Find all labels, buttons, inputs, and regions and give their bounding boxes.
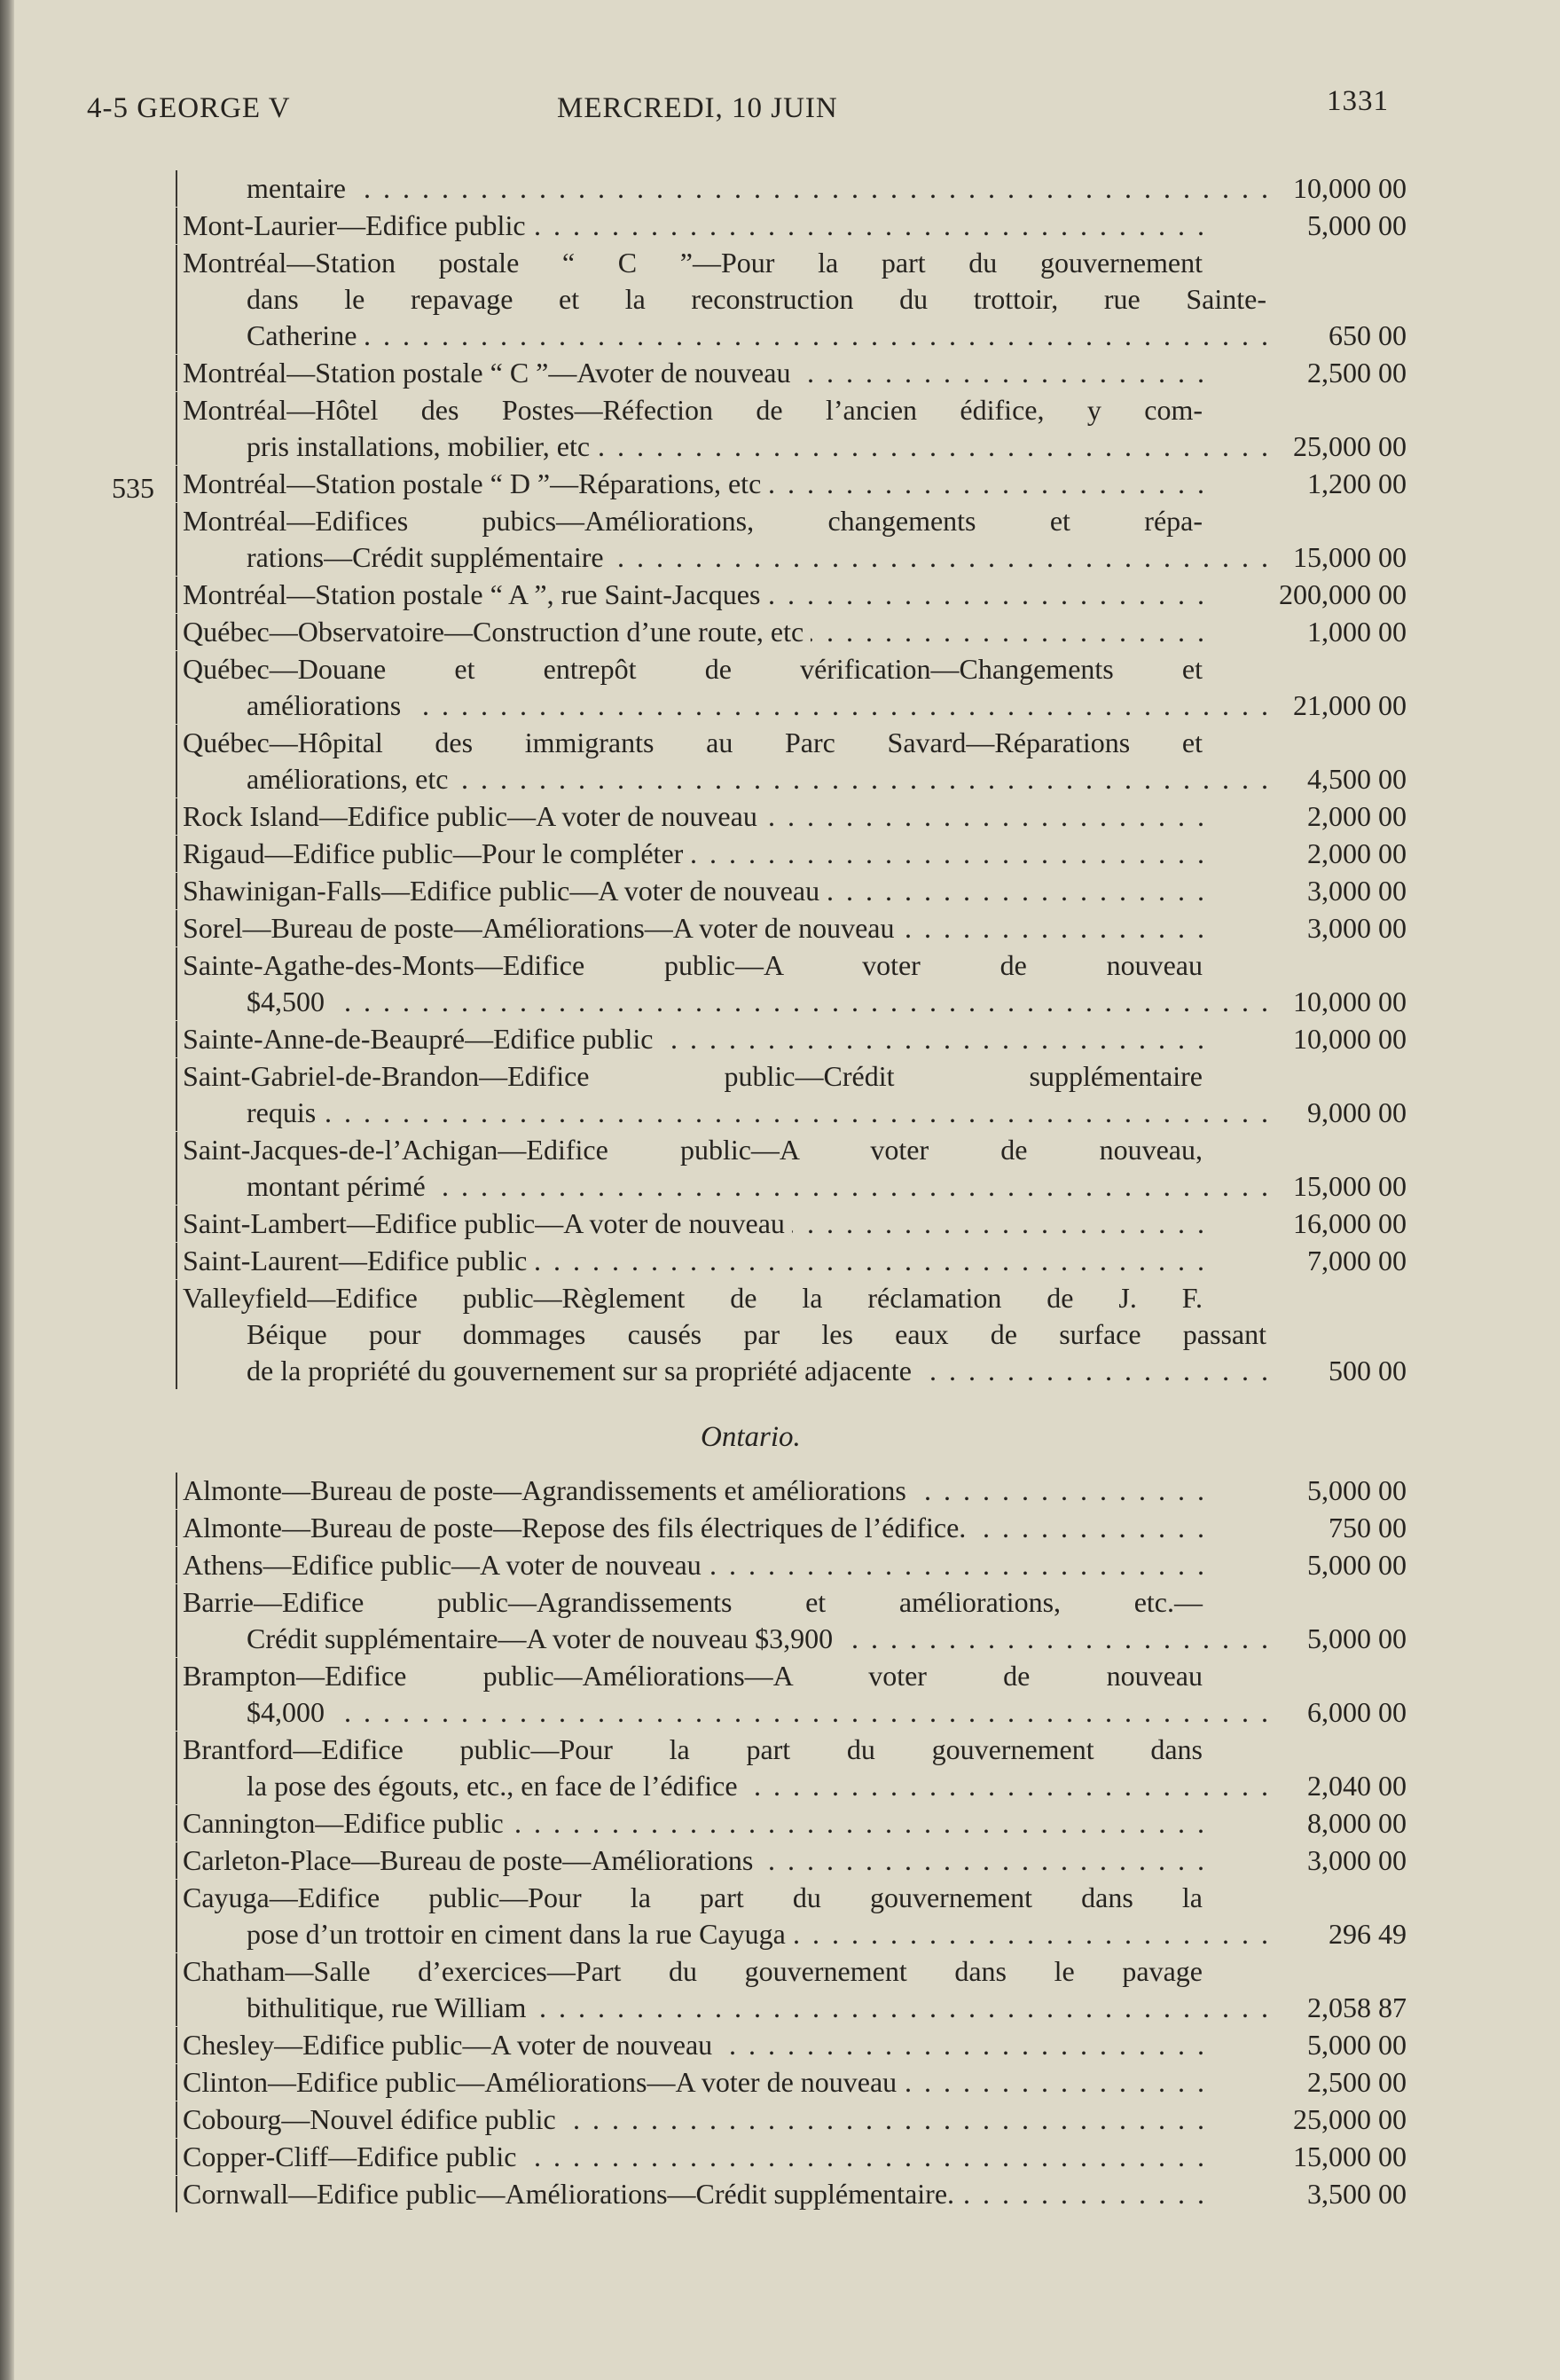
entry-amount: 2,500 00 xyxy=(1307,357,1407,389)
entry-text-line: Montréal—Station postale “ A ”, rue Saint-Jacques . . . xyxy=(183,577,1203,613)
entry-amount: 9,000 00 xyxy=(1307,1096,1407,1128)
entry-amount: 10,000 00 xyxy=(1293,172,1407,204)
entry-text-line: Sainte-Anne-de-Beaupré—Edifice public . . . xyxy=(183,1021,1203,1057)
entry-text-line: Clinton—Edifice public—Améliorations—A voter de nouveau . . . xyxy=(183,2064,1203,2101)
entry-amount: 15,000 00 xyxy=(1293,1170,1407,1202)
entry-text-line: montant périmé . . . xyxy=(183,1168,1266,1205)
entry-text-line: Montréal—Hôtel des Postes—Réfection de l’ancien édifice, y com- xyxy=(183,394,1203,426)
entry-text-line: Barrie—Edifice public—Agrandissements et améliorations, etc.— xyxy=(183,1586,1203,1618)
entry-text-line: Montréal—Station postale “ D ”—Réparations, etc . . . xyxy=(183,466,1203,502)
entry-text-line: pris installations, mobilier, etc . . . xyxy=(183,428,1266,465)
ledger-entry xyxy=(176,1953,1407,2026)
ledger-entry xyxy=(176,1280,1407,1389)
ledger-entry xyxy=(176,910,1407,947)
entry-text-line: Catherine . . . xyxy=(183,318,1266,354)
entry-text-line: améliorations, etc . . . xyxy=(183,761,1266,797)
entry-amount: 200,000 00 xyxy=(1279,578,1407,610)
ledger-entry xyxy=(176,947,1407,1020)
page-number: 1331 xyxy=(1327,85,1389,117)
ledger-entry xyxy=(176,392,1407,465)
entry-amount: 25,000 00 xyxy=(1293,430,1407,462)
entry-amount: 5,000 00 xyxy=(1307,1549,1407,1581)
entry-text-line: Brampton—Edifice public—Améliorations—A voter de nouveau xyxy=(183,1660,1203,1692)
entry-text-line: Montréal—Station postale “ C ”—Avoter de nouveau . . . xyxy=(183,355,1203,391)
entry-amount: 15,000 00 xyxy=(1293,541,1407,573)
ledger-entry xyxy=(176,355,1407,391)
entry-text-line: Copper-Cliff—Edifice public . . . xyxy=(183,2139,1203,2175)
entry-amount: 296 49 xyxy=(1329,1918,1407,1950)
ledger-entry xyxy=(176,798,1407,835)
entry-amount: 500 00 xyxy=(1329,1355,1407,1386)
entry-text-line: rations—Crédit supplémentaire . . . xyxy=(183,539,1266,576)
entry-text-line: requis . . . xyxy=(183,1095,1266,1131)
entry-text-line: Cannington—Edifice public . . . xyxy=(183,1805,1203,1842)
entry-amount: 15,000 00 xyxy=(1293,2140,1407,2172)
ledger-entry xyxy=(176,1510,1407,1546)
entry-amount: 7,000 00 xyxy=(1307,1245,1407,1276)
entry-text-line: Cornwall—Edifice public—Améliorations—Crédit supplémentaire. . . . xyxy=(183,2176,1203,2212)
entry-text-line: Québec—Hôpital des immigrants au Parc Savard—Réparations et xyxy=(183,727,1203,758)
ledger-entry xyxy=(176,1584,1407,1657)
entry-text-line: Shawinigan-Falls—Edifice public—A voter de nouveau . . . xyxy=(183,873,1203,909)
header-regnal-year: 4-5 GEORGE V xyxy=(87,92,291,124)
entry-text-line: Almonte—Bureau de poste—Repose des fils électriques de l’édifice. . . . xyxy=(183,1510,1203,1546)
ledger-entry xyxy=(176,1473,1407,1509)
entry-text-line: améliorations . . . xyxy=(183,687,1266,724)
entry-amount: 5,000 00 xyxy=(1307,1622,1407,1654)
ledger-entry xyxy=(176,245,1407,354)
ledger-entry xyxy=(176,1132,1407,1205)
entry-text-line: Valleyfield—Edifice public—Règlement de la réclamation de J. F. xyxy=(183,1282,1203,1314)
entry-amount: 2,058 87 xyxy=(1307,1991,1407,2023)
entry-amount: 650 00 xyxy=(1329,319,1407,351)
entry-text-line: Chatham—Salle d’exercices—Part du gouvernement dans le pavage xyxy=(183,1955,1203,1987)
ledger-entry xyxy=(176,466,1407,502)
ledger-entry xyxy=(176,1732,1407,1804)
entry-text-line: Saint-Laurent—Edifice public . . . xyxy=(183,1243,1203,1279)
ledger-entry xyxy=(176,1880,1407,1952)
entry-amount: 2,000 00 xyxy=(1307,837,1407,869)
ledger-entry xyxy=(176,170,1407,207)
entry-amount: 25,000 00 xyxy=(1293,2103,1407,2135)
entry-text-line: Cayuga—Edifice public—Pour la part du gouvernement dans la xyxy=(183,1881,1203,1913)
entry-amount: 10,000 00 xyxy=(1293,986,1407,1017)
entry-text-line: Brantford—Edifice public—Pour la part du gouvernement dans xyxy=(183,1733,1203,1765)
entry-amount: 2,040 00 xyxy=(1307,1770,1407,1802)
ledger-entry xyxy=(176,1658,1407,1731)
entry-text-line: mentaire . . . xyxy=(183,170,1266,207)
ledger-entry xyxy=(176,836,1407,872)
ledger-entry xyxy=(176,1547,1407,1583)
ledger-entry xyxy=(176,651,1407,724)
entry-amount: 750 00 xyxy=(1329,1512,1407,1543)
entry-amount: 3,500 00 xyxy=(1307,2178,1407,2210)
entry-text-line: Almonte—Bureau de poste—Agrandissements et améliorations . . . xyxy=(183,1473,1203,1509)
entry-text-line: Mont-Laurier—Edifice public . . . xyxy=(183,208,1203,244)
entry-amount: 3,000 00 xyxy=(1307,875,1407,907)
margin-reference-number: 535 xyxy=(112,472,154,504)
entry-text-line: Athens—Edifice public—A voter de nouveau . . . xyxy=(183,1547,1203,1583)
entry-text-line: Sainte-Agathe-des-Monts—Edifice public—A voter de nouveau xyxy=(183,949,1203,981)
entry-text-line: Saint-Jacques-de-l’Achigan—Edifice public—A voter de nouveau, xyxy=(183,1134,1203,1166)
ledger-entry xyxy=(176,1206,1407,1242)
entry-text-line: Carleton-Place—Bureau de poste—Améliorations . . . xyxy=(183,1842,1203,1879)
entry-text-line: Sorel—Bureau de poste—Améliorations—A voter de nouveau . . . xyxy=(183,910,1203,947)
entry-text-line: Saint-Gabriel-de-Brandon—Edifice public—Crédit supplémentaire xyxy=(183,1060,1203,1092)
ledger-entry xyxy=(176,1842,1407,1879)
ledger-entry xyxy=(176,725,1407,797)
ledger-entry xyxy=(176,1021,1407,1057)
entry-amount: 2,500 00 xyxy=(1307,2066,1407,2098)
ledger-entry xyxy=(176,2027,1407,2063)
entry-text-line: $4,500 . . . xyxy=(183,984,1266,1020)
entry-amount: 6,000 00 xyxy=(1307,1696,1407,1728)
entry-text-line: de la propriété du gouvernement sur sa propriété adjacente . . . xyxy=(183,1353,1266,1389)
entry-amount: 5,000 00 xyxy=(1307,2029,1407,2061)
entry-text-line: Cobourg—Nouvel édifice public . . . xyxy=(183,2101,1203,2138)
ledger-entry xyxy=(176,1805,1407,1842)
entry-text-line: Rigaud—Edifice public—Pour le compléter . . . xyxy=(183,836,1203,872)
ledger-entry xyxy=(176,2176,1407,2212)
entry-text-line: Québec—Observatoire—Construction d’une route, etc . . . xyxy=(183,614,1203,650)
ledger-entry xyxy=(176,2101,1407,2138)
entry-text-line: dans le repavage et la reconstruction du trottoir, rue Sainte- xyxy=(247,283,1266,315)
entry-text-line: Québec—Douane et entrepôt de vérification—Changements et xyxy=(183,653,1203,685)
entry-amount: 5,000 00 xyxy=(1307,209,1407,241)
ledger-entry xyxy=(176,208,1407,244)
entry-text-line: Saint-Lambert—Edifice public—A voter de nouveau . . . xyxy=(183,1206,1203,1242)
ledger-entry xyxy=(176,1243,1407,1279)
entry-text-line: Chesley—Edifice public—A voter de nouveau . . . xyxy=(183,2027,1203,2063)
entry-text-line: Montréal—Station postale “ C ”—Pour la part du gouvernement xyxy=(183,247,1203,279)
ledger-entry xyxy=(176,614,1407,650)
ledger-entry xyxy=(176,2064,1407,2101)
entry-text-line: la pose des égouts, etc., en face de l’édifice . . . xyxy=(183,1768,1266,1804)
entry-amount: 2,000 00 xyxy=(1307,800,1407,832)
entry-amount: 4,500 00 xyxy=(1307,763,1407,795)
entry-amount: 10,000 00 xyxy=(1293,1023,1407,1055)
entry-text-line: bithulitique, rue William . . . xyxy=(183,1990,1266,2026)
ledger-entry xyxy=(176,2139,1407,2175)
entry-amount: 21,000 00 xyxy=(1293,689,1407,721)
entry-amount: 1,000 00 xyxy=(1307,616,1407,648)
entry-amount: 3,000 00 xyxy=(1307,912,1407,944)
section-title-ontario: Ontario. xyxy=(701,1421,801,1453)
entry-text-line: Montréal—Edifices pubics—Améliorations, changements et répa- xyxy=(183,505,1203,537)
entry-amount: 8,000 00 xyxy=(1307,1807,1407,1839)
entry-amount: 5,000 00 xyxy=(1307,1474,1407,1506)
ledger-entry xyxy=(176,577,1407,613)
ledger-entry xyxy=(176,873,1407,909)
entry-text-line: $4,000 . . . xyxy=(183,1694,1266,1731)
ledger-entry xyxy=(176,503,1407,576)
entry-text-line: Béique pour dommages causés par les eaux de surface passant xyxy=(247,1318,1266,1350)
entry-text-line: Rock Island—Edifice public—A voter de nouveau . . . xyxy=(183,798,1203,835)
header-date: MERCREDI, 10 JUIN xyxy=(557,92,838,124)
entry-text-line: pose d’un trottoir en ciment dans la rue Cayuga . . . xyxy=(183,1916,1266,1952)
entry-text-line: Crédit supplémentaire—A voter de nouveau $3,900 . . . xyxy=(183,1621,1266,1657)
entry-amount: 3,000 00 xyxy=(1307,1844,1407,1876)
ledger-entry xyxy=(176,1058,1407,1131)
entry-amount: 1,200 00 xyxy=(1307,467,1407,499)
entry-amount: 16,000 00 xyxy=(1293,1207,1407,1239)
